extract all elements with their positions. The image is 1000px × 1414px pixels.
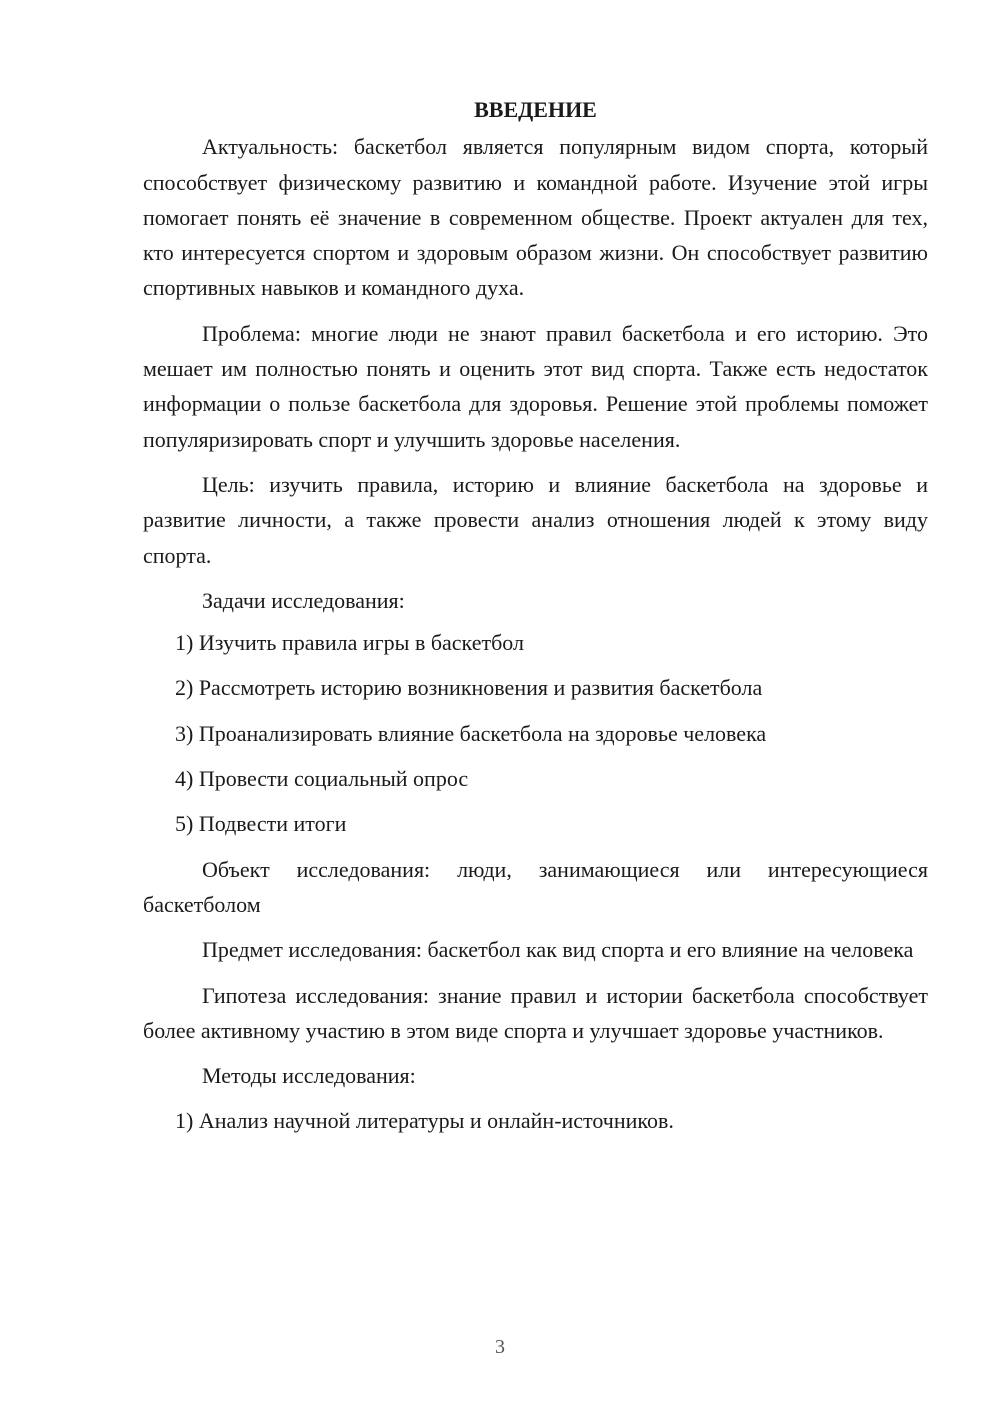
list-item: 5) Подвести итоги: [175, 811, 347, 837]
subject-paragraph: Предмет исследования: баскетбол как вид спорта и его влияние на человека: [202, 937, 914, 963]
hypothesis-paragraph: Гипотеза исследования: знание правил и истории баскетбола способствует более активному участию в этом виде спорта и улучшает здоровье участников.: [143, 982, 928, 1043]
relevance-paragraph: Актуальность: баскетбол является популярным видом спорта, который способствует физическому развитию и командной работе. Изучение этой игры помогает понять её значение в современном обществе. Проект актуален для тех, кто интересуется спортом и здоровым образом жизни. Он способствует развитию спортивных навыков и командного духа.: [143, 134, 928, 301]
tasks-list: [143, 625, 928, 841]
problem-paragraph: Проблема: многие люди не знают правил баскетбола и его историю. Это мешает им полностью понять и оценить этот вид спорта. Также есть недостаток информации о пользе баскетбола для здоровья. Решение этой проблемы поможет популяризировать спорт и улучшить здоровье населения.: [143, 320, 928, 452]
list-item: 3) Проанализировать влияние баскетбола на здоровье человека: [175, 720, 767, 746]
list-item: 4) Провести социальный опрос: [175, 766, 469, 792]
methods-list: [143, 1103, 928, 1138]
list-item: 2) Рассмотреть историю возникновения и развития баскетбола: [175, 675, 763, 701]
methods-heading: Методы исследования:: [202, 1063, 416, 1089]
tasks-heading: Задачи исследования:: [202, 587, 405, 613]
page-content: [143, 92, 928, 1149]
goal-paragraph: Цель: изучить правила, историю и влияние баскетбола на здоровье и развитие личности, а также провести анализ отношения людей к этому виду спорта.: [143, 471, 928, 568]
list-item: 1) Изучить правила игры в баскетбол: [175, 630, 524, 656]
list-item: 1) Анализ научной литературы и онлайн-источников.: [175, 1108, 674, 1134]
section-title: ВВЕДЕНИЕ: [474, 97, 597, 122]
object-paragraph: Объект исследования: люди, занимающиеся или интересующиеся баскетболом: [143, 856, 928, 917]
page-number: 3: [495, 1336, 505, 1358]
